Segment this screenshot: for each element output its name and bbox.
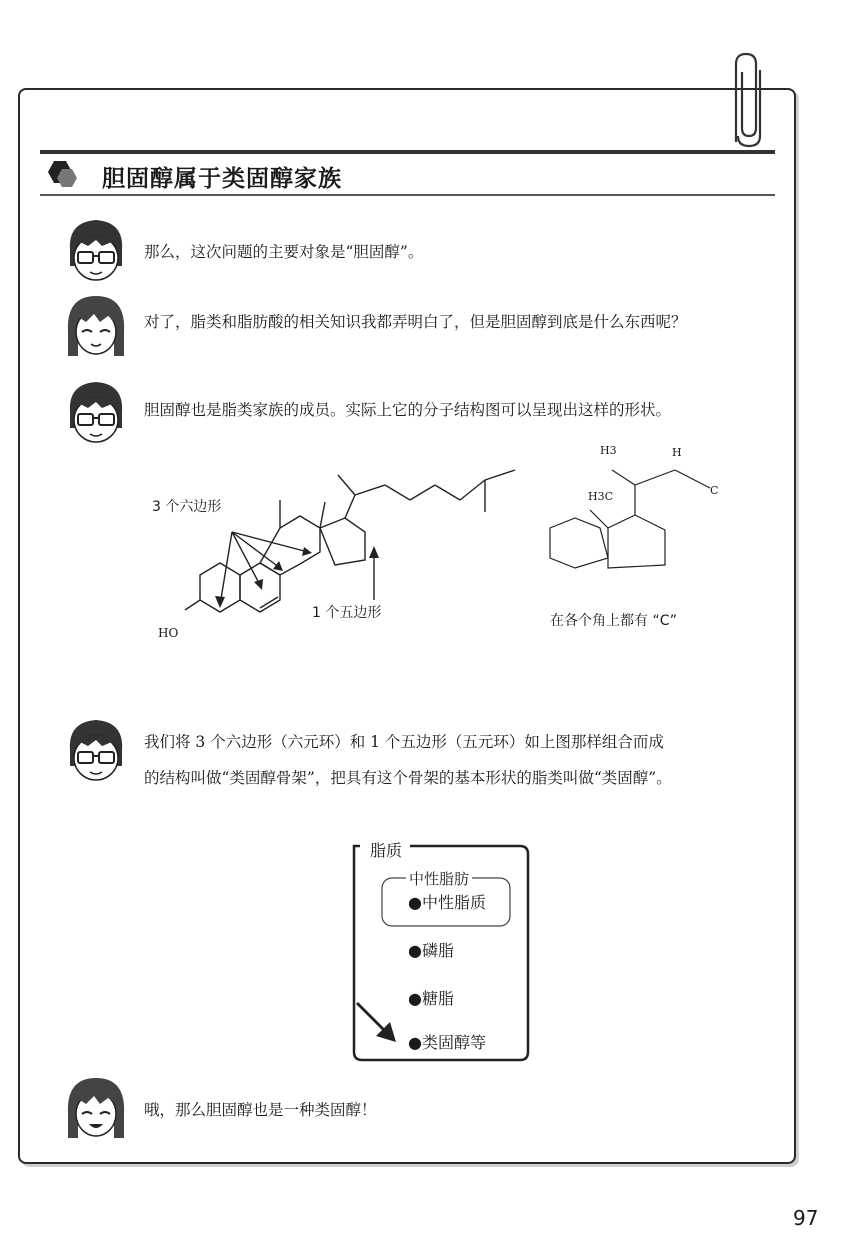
dialogue-line: 对了，脂类和脂肪酸的相关知识我都弄明白了，但是胆固醇到底是什么东西呢？ (144, 313, 687, 331)
lipid-classification-box (350, 832, 540, 1064)
hexagon-count-label: 3 个六边形 (152, 499, 222, 515)
atom-label: H3 (600, 444, 617, 457)
heading-rule-bottom (40, 194, 775, 196)
girl-character-avatar (62, 1074, 130, 1142)
atom-label: H3C (588, 490, 614, 503)
atom-label: C (710, 484, 719, 497)
section-title: 胆固醇属于类固醇家族 (102, 166, 342, 192)
lipid-item: ●磷脂 (408, 941, 454, 960)
dialogue-line: 胆固醇也是脂类家族的成员。实际上它的分子结构图可以呈现出这样的形状。 (144, 401, 672, 419)
dialogue-line: 哦，那么胆固醇也是一种类固醇！ (144, 1101, 377, 1119)
pentagon-count-label: 1 个五边形 (312, 605, 382, 621)
hydroxyl-label: HO (158, 626, 179, 640)
glasses-character-avatar (62, 716, 130, 784)
girl-character-avatar (62, 292, 130, 360)
paper-clip-icon (722, 50, 772, 150)
lipid-group-title: 中性脂肪 (406, 868, 472, 889)
hexagon-bullet-icon (46, 161, 80, 191)
dialogue-line: 我们将 3 个六边形（六元环）和 1 个五边形（五元环）如上图那样组合而成 (144, 733, 664, 751)
glasses-character-avatar (62, 216, 130, 284)
heading-rule-top (40, 150, 775, 154)
lipid-item: ●中性脂质 (408, 893, 486, 912)
lipid-box-title: 脂质 (370, 841, 403, 860)
dialogue-line: 的结构叫做“类固醇骨架”，把具有这个骨架的基本形状的脂类叫做“类固醇”。 (144, 769, 672, 787)
steroid-structure-diagram (150, 440, 730, 660)
dialogue-line: 那么，这次问题的主要对象是“胆固醇”。 (144, 243, 424, 261)
lipid-item: ●糖脂 (408, 989, 454, 1008)
glasses-character-avatar (62, 378, 130, 446)
lipid-item: ●类固醇等 (408, 1033, 486, 1052)
section-heading (40, 150, 775, 196)
carbon-note-label: 在各个角上都有 “C” (550, 613, 677, 629)
page-number: 97 (793, 1206, 819, 1230)
atom-label: H (672, 446, 682, 459)
